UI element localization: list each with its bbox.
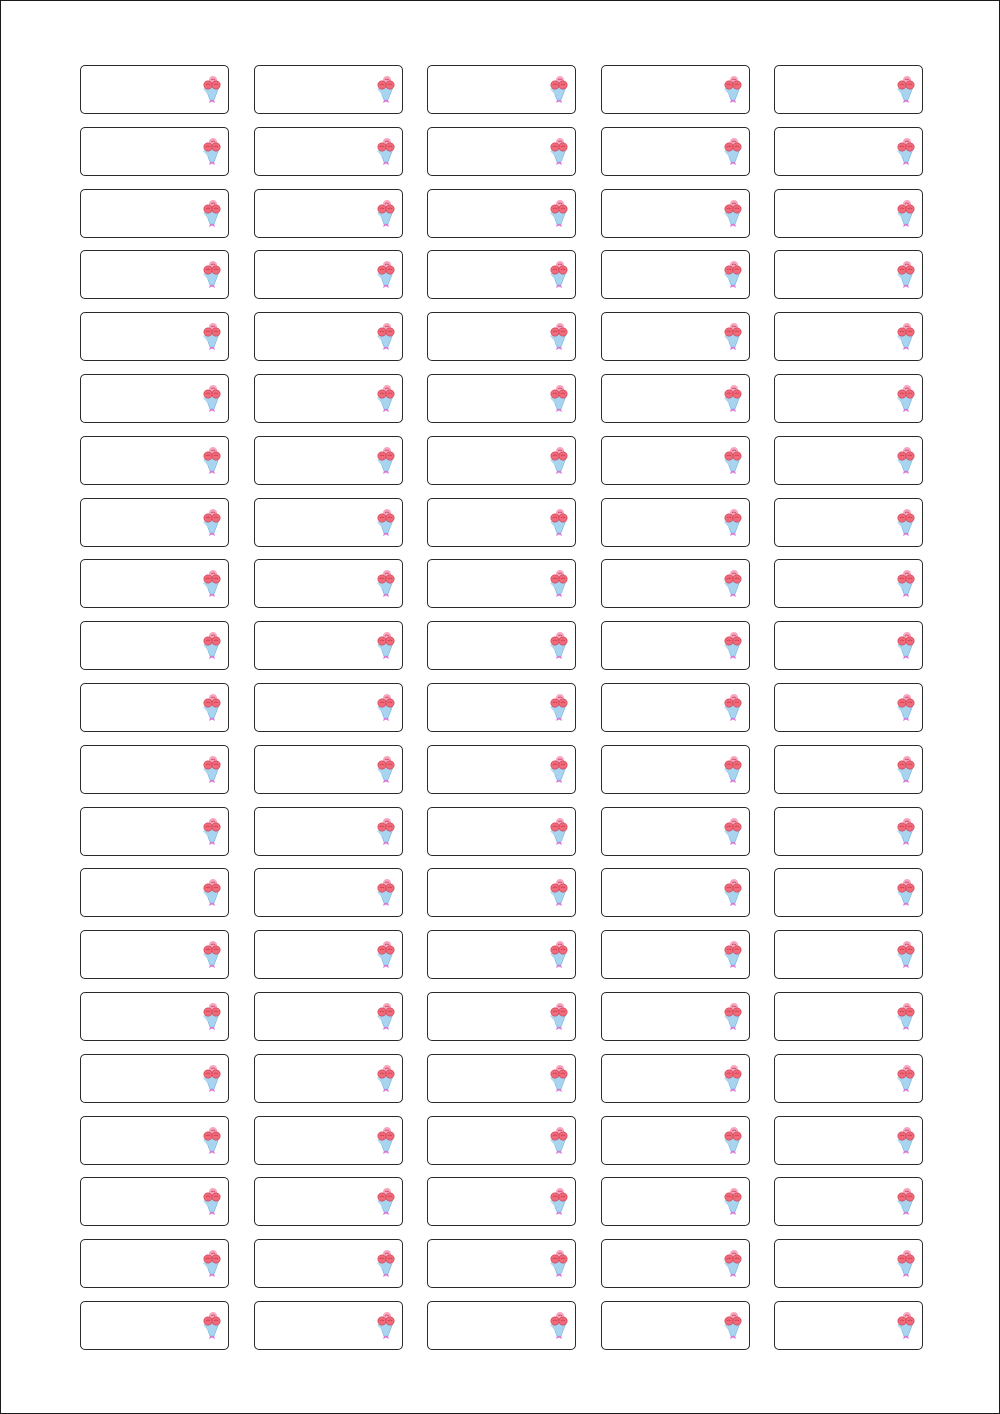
flower-bouquet-icon <box>723 755 743 785</box>
flower-bouquet-icon <box>202 1311 222 1341</box>
label[interactable] <box>427 1239 576 1288</box>
flower-bouquet-icon <box>376 817 396 847</box>
label[interactable] <box>427 436 576 485</box>
label[interactable] <box>254 807 403 856</box>
label[interactable] <box>427 1177 576 1226</box>
flower-bouquet-icon <box>723 1002 743 1032</box>
label[interactable] <box>601 312 750 361</box>
label[interactable] <box>80 65 229 114</box>
label[interactable] <box>774 1054 923 1103</box>
flower-bouquet-icon <box>549 1064 569 1094</box>
label[interactable] <box>601 189 750 238</box>
flower-bouquet-icon <box>723 137 743 167</box>
flower-bouquet-icon <box>202 631 222 661</box>
flower-bouquet-icon <box>549 446 569 476</box>
label[interactable] <box>427 559 576 608</box>
flower-bouquet-icon <box>723 1126 743 1156</box>
flower-bouquet-icon <box>896 75 916 105</box>
flower-bouquet-icon <box>723 1064 743 1094</box>
label[interactable] <box>80 436 229 485</box>
label[interactable] <box>427 65 576 114</box>
label[interactable] <box>601 930 750 979</box>
label[interactable] <box>774 436 923 485</box>
label[interactable] <box>774 312 923 361</box>
flower-bouquet-icon <box>896 693 916 723</box>
flower-bouquet-icon <box>202 817 222 847</box>
flower-bouquet-icon <box>896 878 916 908</box>
label[interactable] <box>427 374 576 423</box>
flower-bouquet-icon <box>723 322 743 352</box>
label[interactable] <box>80 1239 229 1288</box>
flower-bouquet-icon <box>376 1002 396 1032</box>
flower-bouquet-icon <box>896 446 916 476</box>
label[interactable] <box>601 436 750 485</box>
label[interactable] <box>254 127 403 176</box>
label[interactable] <box>774 807 923 856</box>
flower-bouquet-icon <box>896 569 916 599</box>
label[interactable] <box>80 559 229 608</box>
flower-bouquet-icon <box>202 569 222 599</box>
label[interactable] <box>601 621 750 670</box>
label[interactable] <box>601 683 750 732</box>
flower-bouquet-icon <box>896 1126 916 1156</box>
label[interactable] <box>254 250 403 299</box>
label[interactable] <box>427 683 576 732</box>
flower-bouquet-icon <box>723 384 743 414</box>
flower-bouquet-icon <box>202 508 222 538</box>
label[interactable] <box>254 559 403 608</box>
label[interactable] <box>427 312 576 361</box>
label[interactable] <box>80 189 229 238</box>
flower-bouquet-icon <box>202 384 222 414</box>
label[interactable] <box>601 127 750 176</box>
flower-bouquet-icon <box>896 1249 916 1279</box>
flower-bouquet-icon <box>376 446 396 476</box>
label[interactable] <box>774 498 923 547</box>
label[interactable] <box>254 621 403 670</box>
flower-bouquet-icon <box>723 817 743 847</box>
flower-bouquet-icon <box>549 199 569 229</box>
label[interactable] <box>427 807 576 856</box>
flower-bouquet-icon <box>202 940 222 970</box>
flower-bouquet-icon <box>376 508 396 538</box>
flower-bouquet-icon <box>723 260 743 290</box>
label[interactable] <box>601 1239 750 1288</box>
flower-bouquet-icon <box>723 508 743 538</box>
flower-bouquet-icon <box>376 1249 396 1279</box>
label[interactable] <box>254 683 403 732</box>
label[interactable] <box>601 1054 750 1103</box>
flower-bouquet-icon <box>723 446 743 476</box>
flower-bouquet-icon <box>549 1002 569 1032</box>
label[interactable] <box>254 930 403 979</box>
flower-bouquet-icon <box>549 1126 569 1156</box>
label[interactable] <box>774 930 923 979</box>
flower-bouquet-icon <box>549 137 569 167</box>
label[interactable] <box>80 250 229 299</box>
label[interactable] <box>774 683 923 732</box>
flower-bouquet-icon <box>896 384 916 414</box>
flower-bouquet-icon <box>549 878 569 908</box>
label[interactable] <box>254 65 403 114</box>
label[interactable] <box>427 621 576 670</box>
flower-bouquet-icon <box>376 199 396 229</box>
label[interactable] <box>601 868 750 917</box>
label[interactable] <box>427 1054 576 1103</box>
label-grid <box>80 65 923 1350</box>
label[interactable] <box>774 1116 923 1165</box>
flower-bouquet-icon <box>896 508 916 538</box>
flower-bouquet-icon <box>723 1249 743 1279</box>
flower-bouquet-icon <box>376 137 396 167</box>
flower-bouquet-icon <box>896 755 916 785</box>
flower-bouquet-icon <box>376 878 396 908</box>
flower-bouquet-icon <box>723 693 743 723</box>
label[interactable] <box>774 745 923 794</box>
label[interactable] <box>774 1301 923 1350</box>
label[interactable] <box>427 498 576 547</box>
flower-bouquet-icon <box>376 75 396 105</box>
flower-bouquet-icon <box>896 1311 916 1341</box>
label[interactable] <box>774 621 923 670</box>
flower-bouquet-icon <box>376 940 396 970</box>
flower-bouquet-icon <box>896 817 916 847</box>
flower-bouquet-icon <box>376 631 396 661</box>
label[interactable] <box>427 127 576 176</box>
flower-bouquet-icon <box>549 1249 569 1279</box>
label[interactable] <box>427 745 576 794</box>
flower-bouquet-icon <box>202 755 222 785</box>
label[interactable] <box>254 374 403 423</box>
label[interactable] <box>80 992 229 1041</box>
flower-bouquet-icon <box>723 1311 743 1341</box>
label[interactable] <box>254 992 403 1041</box>
label[interactable] <box>601 374 750 423</box>
label[interactable] <box>80 807 229 856</box>
flower-bouquet-icon <box>202 137 222 167</box>
label[interactable] <box>254 189 403 238</box>
label[interactable] <box>427 1301 576 1350</box>
flower-bouquet-icon <box>549 322 569 352</box>
label[interactable] <box>254 745 403 794</box>
flower-bouquet-icon <box>896 1064 916 1094</box>
flower-bouquet-icon <box>549 631 569 661</box>
label[interactable] <box>80 745 229 794</box>
label[interactable] <box>254 1054 403 1103</box>
label[interactable] <box>774 127 923 176</box>
flower-bouquet-icon <box>376 384 396 414</box>
label[interactable] <box>254 436 403 485</box>
flower-bouquet-icon <box>376 1064 396 1094</box>
flower-bouquet-icon <box>549 1311 569 1341</box>
flower-bouquet-icon <box>202 446 222 476</box>
label[interactable] <box>774 1239 923 1288</box>
label[interactable] <box>601 65 750 114</box>
flower-bouquet-icon <box>376 260 396 290</box>
label[interactable] <box>80 683 229 732</box>
label[interactable] <box>254 1177 403 1226</box>
flower-bouquet-icon <box>202 199 222 229</box>
flower-bouquet-icon <box>376 755 396 785</box>
label[interactable] <box>427 189 576 238</box>
flower-bouquet-icon <box>549 693 569 723</box>
flower-bouquet-icon <box>202 1126 222 1156</box>
label[interactable] <box>774 559 923 608</box>
flower-bouquet-icon <box>896 631 916 661</box>
label[interactable] <box>774 250 923 299</box>
flower-bouquet-icon <box>896 199 916 229</box>
flower-bouquet-icon <box>549 940 569 970</box>
flower-bouquet-icon <box>549 508 569 538</box>
label[interactable] <box>427 868 576 917</box>
label[interactable] <box>254 1239 403 1288</box>
label[interactable] <box>774 992 923 1041</box>
flower-bouquet-icon <box>202 878 222 908</box>
flower-bouquet-icon <box>202 322 222 352</box>
label[interactable] <box>427 250 576 299</box>
label[interactable] <box>601 1116 750 1165</box>
label[interactable] <box>427 1116 576 1165</box>
label[interactable] <box>80 1116 229 1165</box>
label[interactable] <box>80 312 229 361</box>
flower-bouquet-icon <box>376 322 396 352</box>
label[interactable] <box>80 868 229 917</box>
flower-bouquet-icon <box>202 75 222 105</box>
flower-bouquet-icon <box>896 940 916 970</box>
label[interactable] <box>601 498 750 547</box>
label[interactable] <box>80 374 229 423</box>
flower-bouquet-icon <box>549 260 569 290</box>
label[interactable] <box>601 1177 750 1226</box>
flower-bouquet-icon <box>896 137 916 167</box>
label[interactable] <box>80 1177 229 1226</box>
label[interactable] <box>427 992 576 1041</box>
label[interactable] <box>427 930 576 979</box>
label[interactable] <box>254 868 403 917</box>
label[interactable] <box>254 1116 403 1165</box>
flower-bouquet-icon <box>723 75 743 105</box>
label[interactable] <box>601 559 750 608</box>
label[interactable] <box>254 1301 403 1350</box>
flower-bouquet-icon <box>376 1311 396 1341</box>
flower-bouquet-icon <box>376 1187 396 1217</box>
flower-bouquet-icon <box>896 322 916 352</box>
flower-bouquet-icon <box>723 631 743 661</box>
flower-bouquet-icon <box>376 569 396 599</box>
label[interactable] <box>601 250 750 299</box>
label[interactable] <box>601 1301 750 1350</box>
flower-bouquet-icon <box>549 817 569 847</box>
flower-bouquet-icon <box>376 693 396 723</box>
label[interactable] <box>774 1177 923 1226</box>
label[interactable] <box>601 745 750 794</box>
label[interactable] <box>80 127 229 176</box>
label[interactable] <box>80 621 229 670</box>
flower-bouquet-icon <box>549 569 569 599</box>
flower-bouquet-icon <box>549 1187 569 1217</box>
label[interactable] <box>80 1301 229 1350</box>
flower-bouquet-icon <box>723 940 743 970</box>
label[interactable] <box>774 65 923 114</box>
flower-bouquet-icon <box>896 1187 916 1217</box>
label[interactable] <box>254 312 403 361</box>
label[interactable] <box>774 189 923 238</box>
flower-bouquet-icon <box>723 878 743 908</box>
flower-bouquet-icon <box>549 755 569 785</box>
flower-bouquet-icon <box>202 1064 222 1094</box>
flower-bouquet-icon <box>202 1002 222 1032</box>
label[interactable] <box>80 930 229 979</box>
label[interactable] <box>774 868 923 917</box>
flower-bouquet-icon <box>549 75 569 105</box>
label[interactable] <box>80 1054 229 1103</box>
flower-bouquet-icon <box>202 260 222 290</box>
flower-bouquet-icon <box>376 1126 396 1156</box>
flower-bouquet-icon <box>896 260 916 290</box>
flower-bouquet-icon <box>896 1002 916 1032</box>
label[interactable] <box>774 374 923 423</box>
flower-bouquet-icon <box>202 1187 222 1217</box>
flower-bouquet-icon <box>202 693 222 723</box>
flower-bouquet-icon <box>723 569 743 599</box>
flower-bouquet-icon <box>723 199 743 229</box>
label[interactable] <box>254 498 403 547</box>
label[interactable] <box>601 992 750 1041</box>
flower-bouquet-icon <box>202 1249 222 1279</box>
flower-bouquet-icon <box>549 384 569 414</box>
flower-bouquet-icon <box>723 1187 743 1217</box>
label[interactable] <box>601 807 750 856</box>
label[interactable] <box>80 498 229 547</box>
